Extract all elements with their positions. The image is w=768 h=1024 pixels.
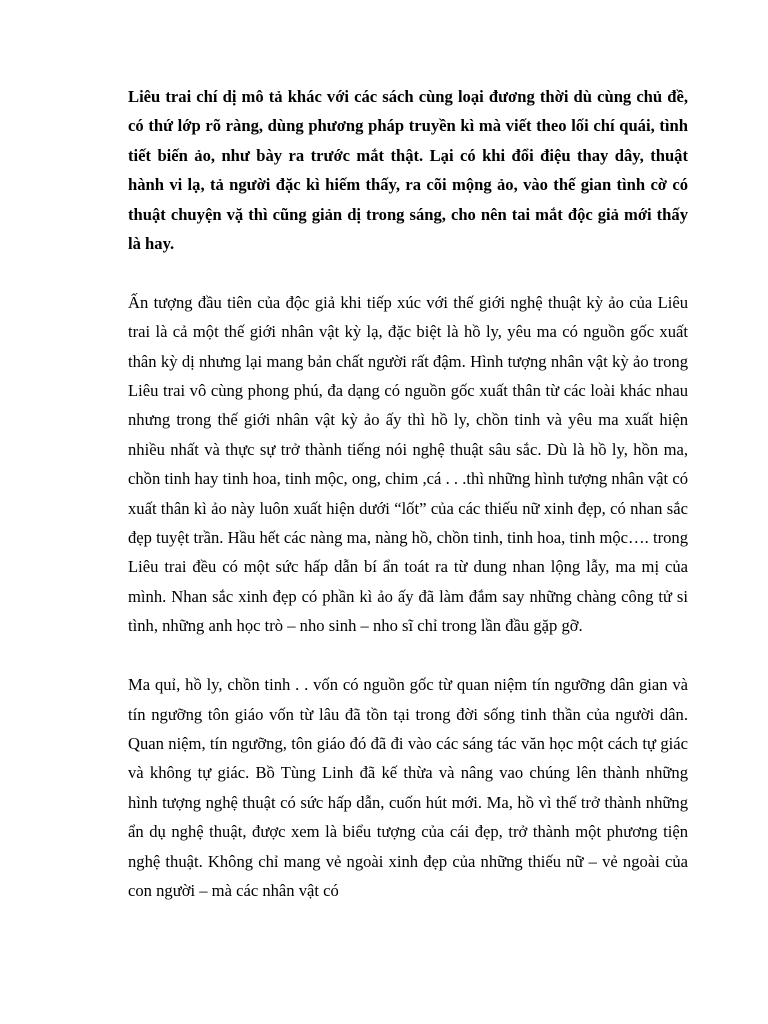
paragraph-first-impression: Ấn tượng đầu tiên của độc giả khi tiếp xúc với thế giới nghệ thuật kỳ ảo của Liêu trai là cả một thế giới nhân vật kỳ lạ, đặc biệt là hồ ly, yêu ma có nguồn gốc xuất thân kỳ dị nhưng lại mang bản chất người rất đậm. Hình tượng nhân vật kỳ ảo trong Liêu trai vô cùng phong phú, đa dạng có nguồn gốc xuất thân từ các loài khác nhau nhưng trong thế giới nhân vật kỳ ảo ấy thì hồ ly, chồn tinh và yêu ma xuất hiện nhiều nhất và thực sự trở thành tiếng nói nghệ thuật sâu sắc. Dù là hồ ly, hồn ma, chồn tinh hay tinh hoa, tinh mộc, ong, chim ,cá . . .thì những hình tượng nhân vật có xuất thân kì ảo này luôn xuất hiện dưới “lốt” của các thiếu nữ xinh đẹp, có nhan sắc đẹp tuyệt trần. Hầu hết các nàng ma, nàng hồ, chồn tinh, tinh hoa, tinh mộc…. trong Liêu trai đều có một sức hấp dẫn bí ẩn toát ra từ dung nhan lộng lẫy, ma mị của mình. Nhan sắc xinh đẹp có phần kì ảo ấy đã làm đắm say những chàng công tử si tình, những anh học trò – nho sinh – nho sĩ chỉ trong lần đầu gặp gỡ. xyxy=(128,292,688,636)
document-page xyxy=(128,82,688,935)
paragraph-ghost-fox-origins: Ma quỉ, hồ ly, chồn tinh . . vốn có nguồn gốc từ quan niệm tín ngưỡng dân gian và tín ngưỡng tôn giáo vốn từ lâu đã tồn tại trong đời sống tinh thần của người dân. Quan niệm, tín ngưỡng, tôn giáo đó đã đi vào các sáng tác văn học một cách tự giác và không tự giác. Bồ Tùng Linh đã kế thừa và nâng vao chúng lên thành những hình tượng nghệ thuật có sức hấp dẫn, cuốn hút mới. Ma, hồ vì thế trở thành những ẩn dụ nghệ thuật, được xem là biểu tượng của cái đẹp, trở thành một phương tiện nghệ thuật. Không chỉ mang vẻ ngoài xinh đẹp của những thiếu nữ – vẻ ngoài của con người – mà các nhân vật có xyxy=(128,675,688,900)
paragraph-intro-bold: Liêu trai chí dị mô tả khác với các sách cùng loại đương thời dù cùng chủ đề, có thứ lớp rõ ràng, dùng phương pháp truyền kì mà viết theo lối chí quái, tình tiết biến ảo, như bày ra trước mắt thật. Lại có khi đổi điệu thay dây, thuật hành vi lạ, tả người đặc kì hiếm thấy, ra cõi mộng ảo, vào thế gian tình cờ có thuật chuyện vặ thì cũng giản dị trong sáng, cho nên tai mắt độc giả mới thấy là hay. xyxy=(128,87,688,254)
